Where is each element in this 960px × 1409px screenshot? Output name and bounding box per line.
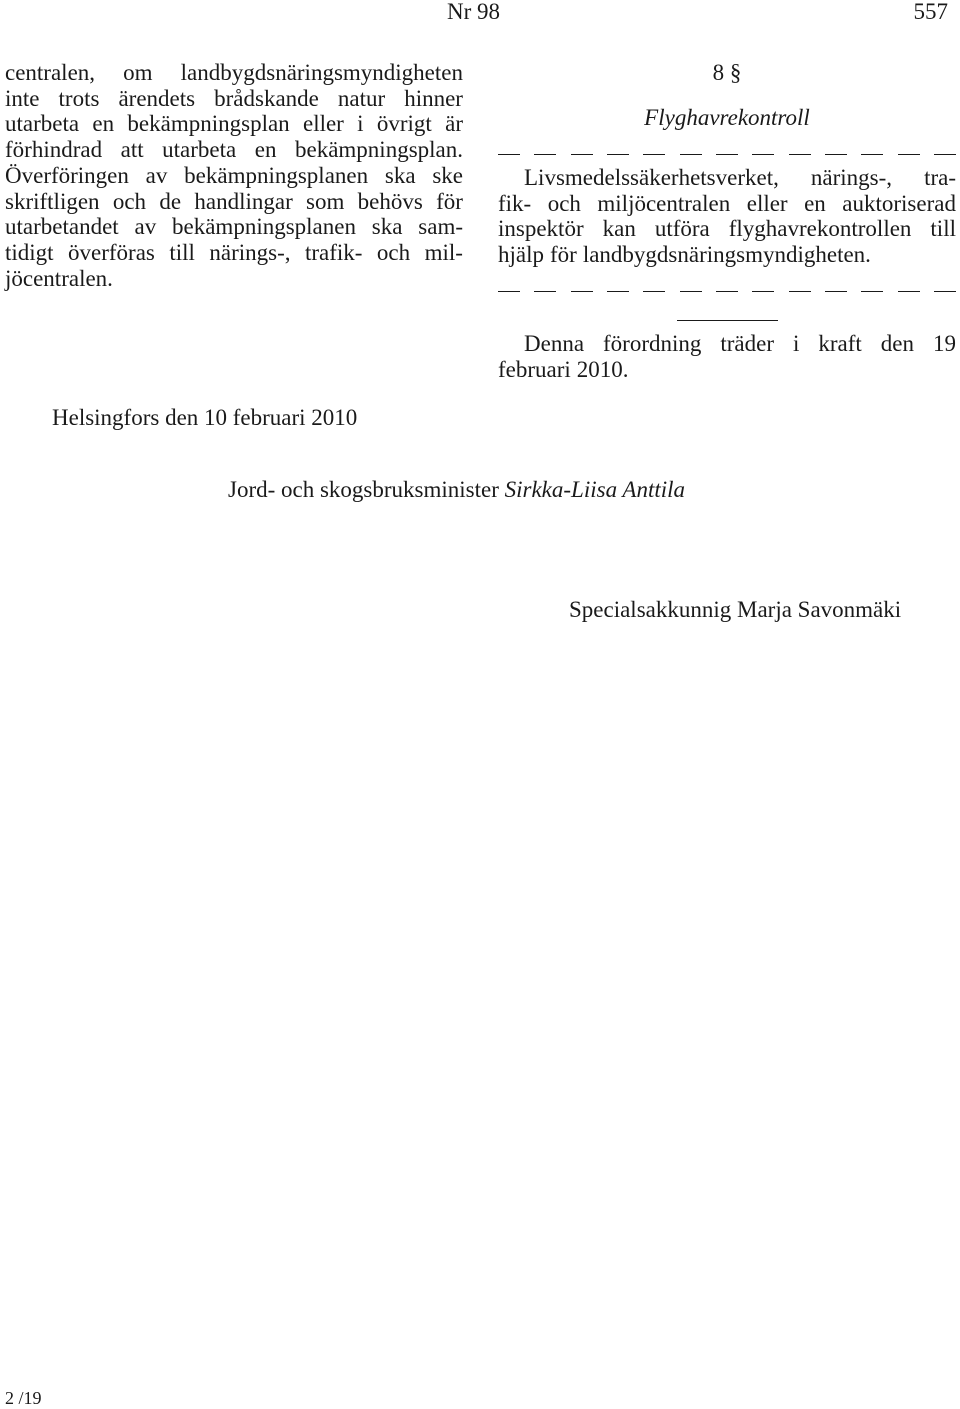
omission-dash [643,291,665,292]
right-column [498,60,956,382]
word: träder [720,330,775,356]
omission-dashes-bottom [498,272,956,292]
word: inte [5,85,40,111]
omission-dash [861,154,883,155]
word: är [445,111,463,137]
omission-dash [607,291,629,292]
word: tra- [924,165,956,190]
omission-dash [789,291,811,292]
word: utarbeta [5,111,80,137]
omission-dash [825,291,847,292]
word: den [880,330,914,356]
word: tidigt [5,239,54,265]
word: som [306,188,345,214]
word: hinner [404,85,463,111]
text-line [498,191,956,217]
omission-dash [498,154,520,155]
word: bekämpningsplan [127,111,290,137]
omission-dash [716,291,738,292]
minister-signature [228,476,685,504]
text-line [498,242,956,268]
word: hjälp [498,242,544,268]
word: 2010. [576,356,629,382]
word: och [547,190,581,216]
word: sam- [418,214,463,240]
text-line [5,189,463,215]
section-number: 8 § [712,60,742,85]
text-line [5,266,463,292]
word: ska [371,214,403,240]
word: bekämpningsplanen [172,214,356,240]
word: trots [58,85,100,111]
word: överföras [68,239,155,265]
word: att [120,137,144,163]
text-line [5,214,463,240]
word: utföra [654,216,710,242]
word: en [254,137,277,163]
word: bekämpningsplanen [184,162,369,188]
text-line [5,86,463,112]
word: flyghavrekontrollen [728,216,912,242]
omission-dash [680,154,702,155]
minister-title: Jord- och skogsbruksminister [228,477,499,502]
omission-dash [643,154,665,155]
word: för [550,242,577,268]
word: handlingar [194,188,293,214]
word: om [123,60,153,85]
word: av [145,162,168,188]
word: trafik- [304,239,363,265]
word: för [436,188,463,214]
omission-dash [752,291,774,292]
left-column-text [5,60,463,291]
omission-dash [607,154,629,155]
word: behövs [357,188,423,214]
omission-dash [571,154,593,155]
omission-dash [571,291,593,292]
word: ske [432,162,463,188]
omission-dashes-top [498,135,956,155]
word: utarbeta [162,137,237,163]
section-title: Flyghavrekontroll [644,105,810,130]
word: av [134,214,157,240]
word: i [793,330,800,356]
word: landbygdsnäringsmyndigheten [180,60,463,85]
word: ärendets [118,85,196,111]
word: 19 [932,330,956,356]
sheet-counter: 2 /19 [5,1388,42,1408]
text-line [498,216,956,242]
word: brådskande [214,85,319,111]
text-line [5,137,463,163]
place-date: Helsingfors den 10 februari 2010 [52,405,358,430]
omission-dash [716,154,738,155]
word: miljöcentralen [597,190,731,216]
word: landbygdsnäringsmyndigheten. [582,242,871,268]
text-line [5,163,463,189]
word: natur [337,85,386,111]
word: kraft [818,330,862,356]
word: de [159,188,182,214]
omission-dash [934,154,956,155]
entry-into-force-text [498,331,956,382]
word: auktoriserad [842,190,956,216]
word: förordning [603,330,702,356]
word: närings-, [209,239,291,265]
word: mil- [424,239,463,265]
word: Denna [524,330,585,356]
word: eller [302,111,344,137]
omission-dash [680,291,702,292]
section-body [498,165,956,268]
text-line [498,331,956,357]
word: närings-, [810,165,893,190]
word: och [376,239,411,265]
omission-dash [934,291,956,292]
word: ska [384,162,416,188]
word: centralen, [5,60,96,85]
word: övrigt [376,111,432,137]
specialist-signature: Specialsakkunnig Marja Savonmäki [569,597,902,622]
word: en [92,111,115,137]
omission-dash [534,154,556,155]
word: till [930,216,956,242]
word: förhindrad [5,137,103,163]
omission-dash [898,291,920,292]
omission-dash [498,291,520,292]
omission-dash [752,154,774,155]
omission-dash [861,291,883,292]
word: fik- [498,190,532,216]
word: en [804,190,826,216]
text-line [5,111,463,137]
word: Överföringen [5,162,129,188]
page-number: 557 [913,0,948,24]
text-line [498,357,956,383]
word: och [112,188,147,214]
word: bekämpningsplan. [295,137,463,163]
word: inspektör [498,216,584,242]
word: kan [602,216,636,242]
omission-dash [789,154,811,155]
separator-rule [677,320,778,321]
word: februari [498,356,571,382]
word: jöcentralen. [5,265,113,291]
word: Livsmedelssäkerhetsverket, [524,165,779,190]
word: utarbetandet [5,214,119,240]
word: i [357,111,364,137]
text-line [498,165,956,191]
text-line [5,60,463,86]
omission-dash [898,154,920,155]
word: skriftligen [5,188,100,214]
issue-number: Nr 98 [447,0,501,24]
omission-dash [825,154,847,155]
word: till [169,239,195,265]
omission-dash [534,291,556,292]
text-line [5,240,463,266]
word: eller [746,190,788,216]
minister-name: Sirkka-Liisa Anttila [504,477,686,502]
